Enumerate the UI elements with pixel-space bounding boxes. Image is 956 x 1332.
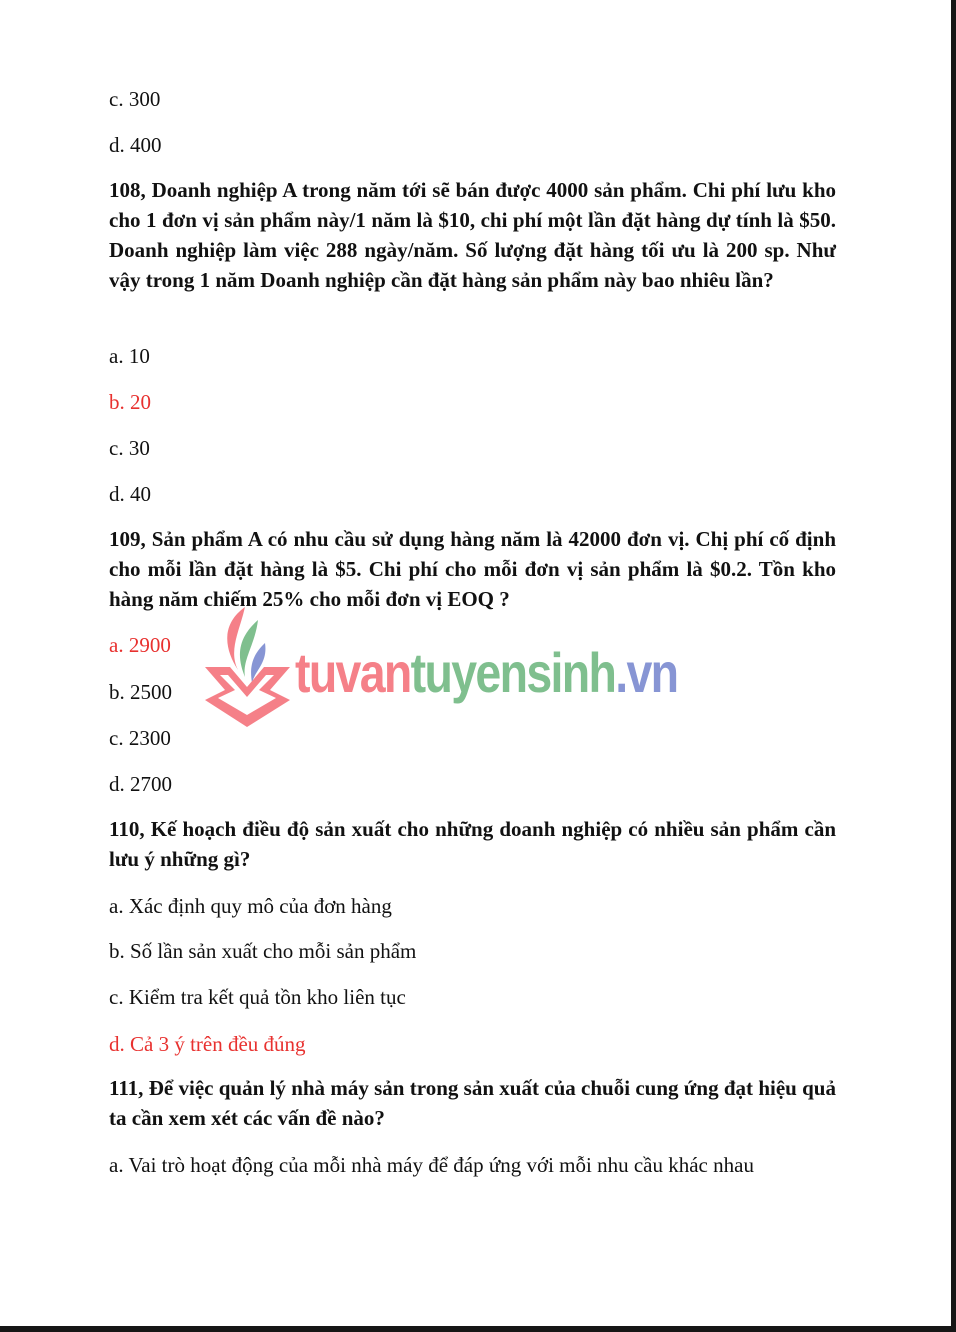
- q108-option-d: d. 40: [109, 482, 151, 506]
- option-c-prev: c. 300: [109, 87, 161, 111]
- question-111: 111, Để việc quản lý nhà máy sản trong sản xuất của chuỗi cung ứng đạt hiệu quả ta cần xem xét các vấn đề nào?: [109, 1076, 836, 1131]
- q108-option-a: a. 10: [109, 344, 150, 368]
- q108-option-b-correct: b. 20: [109, 390, 151, 414]
- torch-logo-icon: [200, 605, 295, 730]
- question-110: 110, Kế hoạch điều độ sản xuất cho những doanh nghiệp có nhiều sản phẩm cần lưu ý những gì?: [109, 817, 836, 872]
- q110-option-a: a. Xác định quy mô của đơn hàng: [109, 894, 392, 918]
- question-109: 109, Sản phẩm A có nhu cầu sử dụng hàng năm là 42000 đơn vị. Chị phí cố định cho mỗi lần đặt hàng là $5. Chi phí cho mỗi đơn vị sản phẩm là $0.2. Tồn kho hàng năm chiếm 25% cho mỗi đơn vị EOQ ?: [109, 527, 836, 612]
- q111-option-a: a. Vai trò hoạt động của mỗi nhà máy để đáp ứng với mỗi nhu cầu khác nhau: [109, 1153, 754, 1177]
- q109-option-b: b. 2500: [109, 680, 172, 704]
- watermark-text: tuvantuyensinh.vn: [295, 641, 678, 704]
- question-108: 108, Doanh nghiệp A trong năm tới sẽ bán được 4000 sản phẩm. Chi phí lưu kho cho 1 đơn vị sản phẩm này/1 năm là $10, chi phí một lần đặt hàng dự tính là $50. Doanh nghiệp làm việc 288 ngày/năm. Số lượng đặt hàng tối ưu là 200 sp. Như vậy trong 1 năm Doanh nghiệp cần đặt hàng sản phẩm này bao nhiêu lần?: [109, 178, 836, 293]
- q110-option-c: c. Kiểm tra kết quả tồn kho liên tục: [109, 985, 406, 1009]
- q108-option-c: c. 30: [109, 436, 150, 460]
- q109-option-a-correct: a. 2900: [109, 633, 171, 657]
- option-d-prev: d. 400: [109, 133, 162, 157]
- watermark: [200, 605, 690, 735]
- q110-option-d-correct: d. Cả 3 ý trên đều đúng: [109, 1032, 306, 1056]
- q110-option-b: b. Số lần sản xuất cho mỗi sản phẩm: [109, 939, 417, 963]
- q109-option-c: c. 2300: [109, 726, 171, 750]
- q109-option-d: d. 2700: [109, 772, 172, 796]
